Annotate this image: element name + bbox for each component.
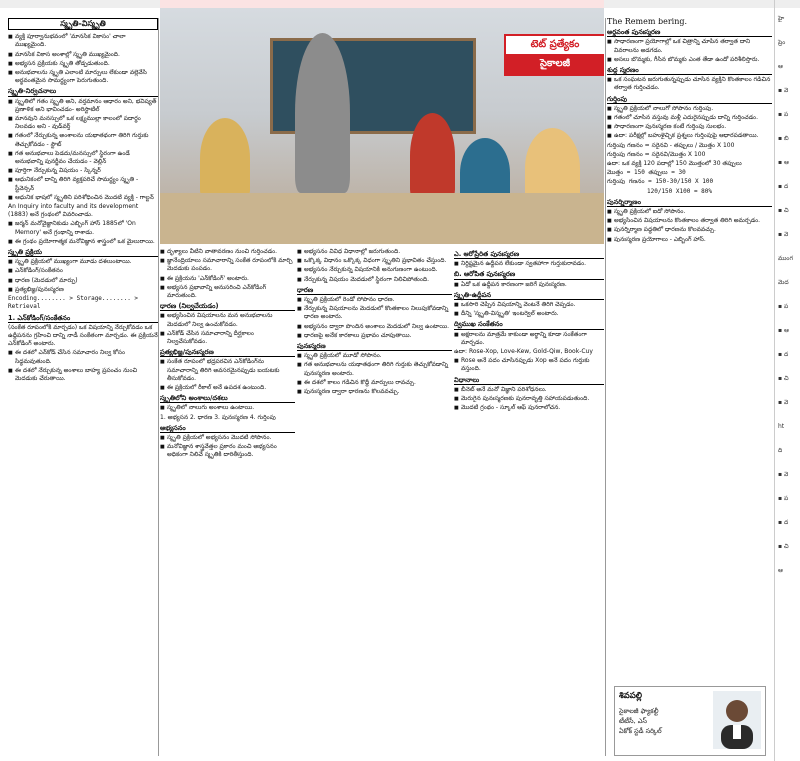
list-item: ■ నేర్చుకున్న విషయాలను మెదడులో కొంతకాలం నిలుపుకోవడాన్ని ధారణ అంటారు. [297,305,452,321]
section-heading: అభ్యసనం [160,424,295,433]
list-item: ■ ఒక్కొక్క విధానం ఒక్కొక్క విధంగా స్మృతిని ప్రభావితం చేస్తుంది. [297,257,452,265]
list-item: ■ అభ్యసన ప్రభావాన్ని అనుసరించి ఎన్‌కోడింగ్ మారుతుంది. [160,284,295,300]
section-heading: 1. ఎన్‌కోడింగ్/సంకేతనం [8,314,158,323]
edge-fragment: ▪ వె [778,87,789,94]
list-item: ■ ఈ గ్రంథం ప్రయోగాత్మక మనోవిజ్ఞాన శాస్త్రంలో ఒక మైలురాయి. [8,238,158,246]
list-item: ■ పునఃస్మరణ ప్రయోగాలు - ఎబ్బింగ్ హాస్. [607,236,772,244]
list-item: ■ పునర్నిర్మాణ పద్ధతిలో ధారణను కొలవవచ్చు. [607,226,772,234]
list-item: ■ ఈ దశలో కాలం గడిచిన కొద్దీ మార్పులు రావచ్చు. [297,379,452,387]
edge-fragment: ▪ ఆ [778,327,789,334]
header-strip [160,0,604,8]
list-item: ■ బీనెట్ అనే మనో విజ్ఞాని పరిశోధనలు. [454,386,604,394]
list-item: ■ ఒకసారి చెప్పిన విషయాన్ని వెంటనే తిరిగి చెప్పడం. [454,301,604,309]
list-item: ■ మానసిక వికాస అంశాల్లో స్మృతి ముఖ్యమైంది. [8,51,158,59]
column-b [297,248,452,756]
adjacent-column-edge [774,0,800,761]
list-item: ■ నిర్దిష్టమైన ఉద్దీపన లేకుండా స్వతహాగా గుర్తుకురావడం. [454,260,604,268]
list-item: ■ స్మృతిలో నాలుగు అంశాలు ఉంటాయి. [160,404,295,412]
column-a [160,248,295,756]
list-item: ■ ధారణ (మెదడులో మార్పు) [8,277,158,285]
list-item: ■ మనోవిజ్ఞాన శాస్త్రవేత్తల ప్రకారం మంచి అభ్యసనం అధికంగా నిలిచే స్మృతికి దారితీస్తుంది. [160,443,295,459]
left-column [8,18,158,756]
edge-fragment: ప్రెం [778,39,786,46]
section-heading: స్మృతి-నిర్వచనాలు [8,87,158,96]
list-item: ■ స్మృతి ప్రక్రియలో మూడో సోపానం. [297,352,452,360]
list-item: ■ అక్షరాలను మాత్రమే కాకుండా అర్థాన్ని కూడా సంకేతంగా మార్చడం. [454,331,604,347]
list-item: ■ అభ్యసనం వివిధ విధానాల్లో జరుగుతుంది. [297,248,452,256]
student-figure [410,113,455,198]
list-item: ■ అనుభవాలను స్మృతి ఎలాంటి మార్పులు లేకుండా వల్లెవేసి అర్థవంతమైన సామర్థ్యంగా పెరుగుతుంది. [8,69,158,85]
edge-fragment: ▪ వె [778,231,789,238]
list-item: ■ అభ్యసనం నేర్చుకున్న విషయానికి అనుగుణంగా ఉంటుంది. [297,266,452,274]
list-item: ■ గతంలో చూసిన వస్తువు మళ్లీ ఎదురైనప్పుడు దాన్ని గుర్తించడం. [607,114,772,122]
edge-fragment: ▪ ద [778,519,789,526]
author-name: శివపల్లి [619,691,642,701]
process-flow: Encoding........ > Storage........ > Retrieval [8,295,139,311]
section-heading: విధానాలు [454,376,604,385]
edge-fragment: ▪ వె [778,399,789,406]
list-item: ■ స్మృతి ప్రక్రియలో ఐదో సోపానం. [607,208,772,216]
list-item: ■ పునఃస్మరణ ద్వారా ధారణను కొలవవచ్చు. [297,388,452,396]
section-heading: శుద్ధ స్మరణం [607,66,772,75]
calculation: మొత్తం = 150 తప్పులు = 30 [607,169,686,177]
list-item: ■ ఏదో ఒక ఉద్దీపన కారణంగా జరిగే పునఃస్మరణ. [454,281,604,289]
list-item: ■ దీన్ని 'స్మృతి-విస్మృతి' ఇంటర్వెల్ అంటారు. [454,310,604,318]
article-title: స్మృతి-విస్మృతి [8,18,158,30]
list-item: ■ దృశ్యాలు వీటిని వాతావరణం నుంచి గుర్తించడం. [160,248,295,256]
list-item: ■ సాధారణంగా ప్రయోగాల్లో ఒక చిత్రాన్ని చూపిన తర్వాత దాని వివరాలను అడగడం. [607,38,772,54]
list-item: ■ ఈ దశలో ఎన్‌కోడ్ చేసిన సమాచారం నిల్వ కోసం సిద్ధమవుతుంది. [8,349,158,365]
list-item: ■ మొదటి గ్రంథం - స్కూల్ ఆఫ్ పునరాలోచన. [454,404,604,412]
list-item: ■ ఆధునిక భాషలో స్మృతిని పరిశోధించిన మొదటి వ్యక్తి - గాల్టన్ [8,194,158,202]
list-item: ■ అభ్యసన ప్రక్రియకు స్మృతి తోడ్పడుతుంది. [8,60,158,68]
edge-fragment: ▪ వె [778,471,789,478]
desk [160,193,604,244]
list-item: ■ గతంలో నేర్చుకున్న అంశాలను యథాతథంగా తిరిగి గుర్తుకు తెచ్చుకోవడం - స్టౌట్ [8,132,158,148]
formula: గుర్తింపు గణనం = సరైనవి/మొత్తం X 100 [607,150,706,158]
list-item: ■ Rose అనే పదం చూసినప్పుడు Xop అనే పదం గుర్తుకు వస్తుంది. [454,357,604,373]
edge-fragment: ▪ బి [778,135,789,142]
edge-fragment: ▪ ప [778,303,789,310]
edge-fragment: ▪ ద [778,183,789,190]
list-item: ■ గత అనుభవాలు పెడదు/మనస్సులో స్థిరంగా ఉండే అనుభవాన్ని పునర్జీవం చేయడం - వెల్లిన్ [8,150,158,166]
edge-fragment: ఆ [778,567,783,574]
edge-fragment: ▪ ప [778,495,789,502]
paragraph: 1. అభ్యసన 2. ధారణ 3. పునఃస్మరణ 4. గుర్తింపు [160,413,276,421]
list-item: ■ ఎన్‌కోడింగ్/సంకేతనం [8,267,158,275]
section-heading: స్మృతి-ఉద్దీపన [454,291,604,300]
calculation: గుర్తింపు గణనం = 150-30/150 X 100 [607,178,714,186]
list-item: ■ అభ్యసనం ద్వారా పొందిన అంశాలు మెదడులో నిల్వ ఉంటాయి. [297,323,452,331]
list-item: ■ ఈ ప్రక్రియలో రీకాల్ అనే ఉపదశ ఉంటుంది. [160,384,295,392]
edge-fragment: ది [778,447,783,454]
paragraph: (సంకేత రూపంలోకి మార్చడం) ఒక విషయాన్ని నేర్చుకోవడం ఒక ఉద్దీపనను గ్రహించి దాన్ని నాడీ సంకేతంగా మార్చడం. ఈ ప్రక్రియనే ఎన్‌కోడింగ్ అంటారు. [8,323,158,348]
list-item: ■ నేర్చుకున్న విషయం మెదడులో స్థిరంగా నిలిచిపోతుంది. [297,276,452,284]
list-item: ■ మెరుగైన పునఃస్మరణకు పునరావృత్తి సహాయపడుతుంది. [454,395,604,403]
section-heading: ధారణ (నిల్వచేయడం) [160,302,295,311]
edge-fragment: మెద [778,279,789,286]
section-heading: ఎ. ఆరోప్రేరిత పునఃస్మరణ [454,250,604,259]
section-heading: ధారణ [297,286,452,295]
section-heading: అర్థవంత పునఃస్మరణ [607,28,772,37]
right-title: The Remem bering. [607,18,688,26]
list-item: ■ జర్మన్ మనోవైజ్ఞానికుడు ఎబ్బింగ్ హాస్ 1885లో 'On Memory' అనే గ్రంథాన్ని రాశాడు. [8,220,158,236]
list-item: ■ స్మృతిలో గతం స్మృతి అని, వర్తమానం ఆధారం అని, భవిష్యత్ ప్రణాళిక అని భావించడం- అరిస్టాటిల్ [8,98,158,114]
classroom-photo [160,8,604,244]
list-item: ■ స్మృతి ప్రక్రియలో అభ్యసనం మొదటి సోపానం. [160,434,295,442]
section-heading: ప్రత్యభిజ్ఞ/పునఃస్మరణ [160,348,295,357]
list-item: ■ ఉదా: పరీక్షల్లో బహుళైచ్ఛిక ప్రశ్నలు గుర్తింపుపై ఆధారపడతాయి. [607,132,772,140]
edge-fragment: హై [778,15,785,22]
teacher-figure [295,33,350,193]
edge-fragment: ht [778,423,785,430]
list-item: ■ పూర్తిగా నేర్చుకున్న విషయం - స్కిన్నర్ [8,167,158,175]
list-item: ■ గత అనుభవాలను యథాతథంగా తిరిగి గుర్తుకు తెచ్చుకోవడాన్ని పునఃస్మరణ అంటారు. [297,361,452,377]
author-photo [713,691,761,749]
edge-fragment: ముంగ [778,255,793,262]
section-heading: పునర్నిర్మాణం [607,198,772,207]
author-center: ఏకోక్ స్టడీ సర్కిల్ [619,727,662,735]
column-divider [605,18,606,756]
edge-fragment: ▪ చి [778,543,789,550]
list-item: ■ ఆధునికంలో దాన్ని తిరిగి వ్యక్తపరిచే సామర్థ్యం స్మృతి - స్టీవెన్సన్ [8,176,158,192]
list-item: ■ స్మృతి ప్రక్రియలో రెండో సోపానం ధారణ. [297,296,452,304]
list-item: ■ ఎన్‌కోడ్ చేసిన సమాచారాన్ని దీర్ఘకాలం నిల్వచేసుకోవడం. [160,330,295,346]
list-item: ■ అసలు బొమ్మకు, గీసిన బొమ్మకు ఎంత తేడా ఉందో పరిశీలిస్తారు. [607,56,772,64]
list-item: ■ వ్యక్తి పూర్వానుభవంలో 'మానసిక వికాసం' చాలా ముఖ్యమైంది. [8,33,158,49]
student-figure [200,118,250,198]
badge-top: టెట్ ప్రత్యేకం [530,39,580,50]
right-column [607,18,772,756]
edge-fragment: ▪ ద [778,351,789,358]
section-heading: స్మృతిలోని అంశాలు/దశలు [160,394,295,403]
example-text: ఉదా: Rose-Xop, Love-Kew, Gold-Qiw, Book-Cuy [454,348,593,356]
list-item: ■ ఈ ప్రక్రియను 'ఎన్‌కోడింగ్' అంటారు. [160,275,295,283]
formula: గుర్తింపు గణనం = సరైనవి - తప్పులు / మొత్తం X 100 [607,141,735,149]
list-item: ■ జ్ఞానేంద్రియాలు సమాచారాన్ని సంకేత రూపంలోకి మార్చి మెదడుకు పంపడం. [160,257,295,273]
list-item: ■ ప్రత్యభిజ్ఞ/పునఃస్మరణ [8,286,158,294]
list-item: ■ ధారణపై అనేక కారకాలు ప్రభావం చూపుతాయి. [297,332,452,340]
paragraph: An Inquiry into faculty and its development (1883) అనే గ్రంథంలో వివరించాడు. [8,203,139,219]
column-divider [158,18,159,756]
author-role: సైకాలజీ ఫ్యాకల్టీ [619,707,659,715]
author-box [614,686,766,756]
section-heading: పునఃస్మరణ [297,342,452,351]
list-item: ■ స్మృతి ప్రక్రియలో నాలుగో సోపానం గుర్తింపు. [607,105,772,113]
calculation: 120/150 X100 = 80% [647,187,713,195]
badge-bottom: సైకాలజీ [506,54,604,74]
list-item: ■ అభ్యసించిన విషయాలను కొంతకాలం తర్వాత తిరిగి అమర్చడం. [607,217,772,225]
list-item: ■ సంకేత రూపంలో భద్రపరచిన ఎన్‌కోడింగ్‌ను సమాచారాన్ని తిరిగి అవసరమైనప్పుడు బయటకు తీసుకోవడం. [160,358,295,383]
list-item: ■ సాధారణంగా పునఃస్మరణ కంటే గుర్తింపు సులభం. [607,123,772,131]
list-item: ■ ఒక సంఘటన జరుగుతున్నప్పుడు చూసిన వ్యక్తిని కొంతకాలం గడిచిన తర్వాత గుర్తించడం. [607,76,772,92]
section-heading: బి. ఆరోపిత పునఃస్మరణ [454,270,604,279]
list-item: ■ స్మృతి ప్రక్రియలో ముఖ్యంగా మూడు దశలుంటాయి. [8,258,158,266]
edge-fragment: ▪ ప [778,111,789,118]
example-text: ఉదా: ఒక వ్యక్తి 120 పదాల్లో 150 మొత్తంలో 30 తప్పులు [607,160,742,168]
author-org: టీటీసీ, ఎస్ [619,717,647,725]
list-item: ■ అభ్యసించిన విషయాలను మన అనుభవాలను మెదడులో నిల్వ ఉంచుకోవడం. [160,312,295,328]
edge-fragment: ▪ ఆ [778,159,789,166]
section-heading: ద్విముఖ సంకేతనం [454,320,604,329]
list-item: ■ ఈ దశలో నేర్చుకున్న అంశాలు బాహ్య ప్రపంచం నుంచి మెదడుకు చేరుతాయి. [8,367,158,383]
edge-fragment: ▪ చి [778,375,789,382]
edge-fragment: ▪ చి [778,207,789,214]
section-heading: స్మృతి ప్రక్రియ [8,248,158,257]
section-heading: గుర్తింపు [607,95,772,104]
list-item: ■ మానవుని మనస్సులో ఒక లక్ష్యముల్లా కాలంలో పదార్థం నిలవడం అని - వుడ్‌వర్త్ [8,115,158,131]
topic-badge [504,34,604,76]
edge-fragment: ఆ [778,63,783,70]
column-c [454,248,604,756]
